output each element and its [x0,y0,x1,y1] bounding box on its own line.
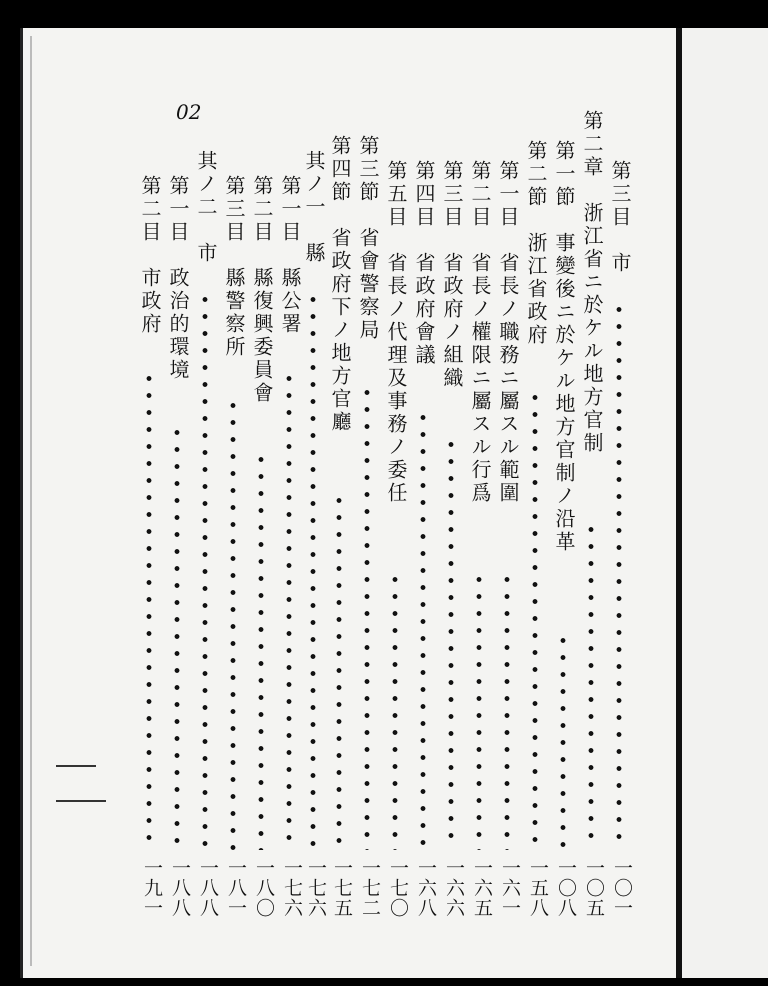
margin-mark [56,765,96,767]
toc-entry-label: 第二章 浙江省ニ於ケル地方官制 [580,110,604,455]
dot-leader [614,301,624,850]
toc-entry-page: 一〇一 [611,858,633,918]
page-edge [30,36,32,966]
page-number: 02 [176,100,202,124]
toc-entry-page: 一〇八 [555,858,577,918]
toc-entry-label: 第二目 市政府 [138,175,162,336]
dot-leader [502,571,512,850]
toc-entry-page: 一八一 [225,858,247,918]
toc-entry-page: 一八〇 [253,858,275,918]
toc-entry-page: 一六五 [471,858,493,918]
toc-entry-label: 第五目 省長ノ代理及事務ノ委任 [384,160,408,505]
toc-entry-label: 第四節 省政府下ノ地方官廳 [328,135,352,434]
dot-leader [200,291,210,850]
dot-leader [558,632,568,850]
toc-entry-page: 一八八 [169,858,191,918]
dot-leader [172,424,182,850]
dot-leader [144,370,154,850]
dot-leader [390,571,400,850]
toc-entry-label: 第三目 市 [608,160,632,275]
toc-entry-page: 一七六 [281,858,303,918]
dot-leader [362,384,372,850]
toc-entry-page: 一七二 [359,858,381,918]
dot-leader [418,409,428,850]
toc-entry-label: 第二節 浙江省政府 [524,140,548,347]
toc-entry-label: 第一目 省長ノ職務ニ屬スル範圍 [496,160,520,505]
toc-entry-label: 其ノ二 市 [194,150,218,265]
toc-entry-page: 一七六 [305,858,327,918]
toc-entry-page: 一九一 [141,858,163,918]
toc-entry-page: 一六八 [415,858,437,918]
toc-entry-page: 一七五 [331,858,353,918]
dot-leader [586,521,596,850]
toc-entry-label: 第一目 政治的環境 [166,175,190,382]
toc-entry-page: 一八八 [197,858,219,918]
toc-entry-page: 一六一 [499,858,521,918]
toc-entry-page: 一七〇 [387,858,409,918]
toc-entry-label: 第一目 縣公署 [278,175,302,336]
toc-entry-page: 一五八 [527,858,549,918]
toc-entry-label: 第三目 縣警察所 [222,175,246,359]
dot-leader [474,571,484,850]
toc-entry-label: 第二目 縣復興委員會 [250,175,274,405]
dot-leader [256,451,266,850]
dot-leader [228,397,238,850]
toc-entry-label: 第四目 省政府會議 [412,160,436,367]
dot-leader [284,370,294,850]
toc-entry-label: 第三目 省政府ノ組織 [440,160,464,390]
toc-entry-label: 第三節 省會警察局 [356,135,380,342]
margin-mark [56,800,106,802]
dot-leader [334,492,344,850]
toc-entry-label: 第二目 省長ノ權限ニ屬スル行爲 [468,160,492,505]
dot-leader [308,291,318,850]
dot-leader [530,389,540,850]
toc-entry-label: 其ノ一 縣 [302,150,326,265]
dot-leader [446,436,456,850]
toc-entry-page: 一〇五 [583,858,605,918]
toc-entry-page: 一六六 [443,858,465,918]
facing-page [682,28,768,978]
toc-entry-label: 第一節 事變後ニ於ケル地方官制ノ沿革 [552,140,576,554]
